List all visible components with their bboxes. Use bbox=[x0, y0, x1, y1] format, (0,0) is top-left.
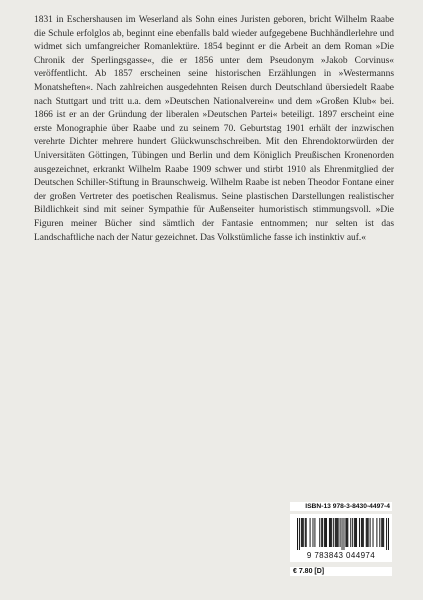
barcode-bar bbox=[368, 518, 369, 547]
barcode-bar bbox=[361, 518, 362, 547]
barcode-bar bbox=[346, 518, 347, 547]
barcode-bar bbox=[324, 518, 325, 547]
price-label: € 7.80 [D] bbox=[290, 567, 392, 576]
barcode-bar bbox=[314, 518, 315, 547]
barcode-bar bbox=[303, 518, 304, 547]
barcode-bar bbox=[347, 518, 348, 547]
barcode-bar bbox=[336, 518, 337, 547]
barcode-bar bbox=[355, 518, 356, 547]
barcode-bar bbox=[321, 518, 322, 547]
barcode-bar bbox=[379, 518, 380, 547]
barcode-digits: 9 783843 044974 bbox=[306, 551, 376, 560]
barcode-bar bbox=[329, 518, 330, 547]
barcode-bar bbox=[299, 518, 300, 550]
barcode-bar bbox=[340, 518, 341, 547]
barcode-bar bbox=[326, 518, 327, 547]
barcode-bar bbox=[388, 518, 389, 550]
barcode-bar bbox=[354, 518, 355, 547]
barcode-bar bbox=[297, 518, 298, 550]
barcode-bar bbox=[386, 518, 387, 550]
barcode-bar bbox=[363, 518, 364, 547]
barcode-bar bbox=[319, 518, 320, 547]
barcode-bar bbox=[333, 518, 334, 547]
barcode-bar bbox=[383, 518, 384, 547]
barcode-bar bbox=[306, 518, 307, 547]
barcode-bar bbox=[305, 518, 306, 547]
barcode-bars bbox=[297, 518, 389, 550]
barcode-bar bbox=[362, 518, 363, 547]
barcode-bar bbox=[343, 518, 344, 550]
barcode-bar bbox=[310, 518, 311, 547]
barcode-bar bbox=[352, 518, 353, 547]
barcode-bar bbox=[335, 518, 336, 547]
barcode-bar bbox=[345, 518, 346, 547]
barcode-bar bbox=[382, 518, 383, 547]
barcode-bar bbox=[322, 518, 323, 547]
barcode-bar bbox=[302, 518, 303, 547]
barcode-bar bbox=[331, 518, 332, 547]
barcode-bar bbox=[370, 518, 371, 547]
barcode-bar bbox=[373, 518, 374, 547]
author-biography: 1831 in Eschershausen im Weserland als Sohn eines Juristen geboren, bricht Wilhelm Raabe die Schule erfolglos ab, beginnt eine ebenfalls bald wieder aufgegebene Buchhändlerlehre und widmet sich umfangreicher Romanlektüre. 1854 beginnt er die Arbeit an dem Roman »Die Chronik der Sperlingsgasse«, die er 1856 unter dem Pseudonym »Jakob Corvinus« veröffentlicht. Ab 1857 erscheinen seine historischen Erzählungen in »Westermanns Monatsheften«. Nach zahlreichen ausgedehnten Reisen durch Deutschland übersiedelt Raabe nach Stuttgart und tritt u.a. dem »Deutschen Nationalverein« und dem »Großen Klub« bei. 1866 ist er an der Gründung der liberalen »Deutschen Partei« beteiligt. 1897 erscheint eine erste Monographie über Raabe und zu seinem 70. Geburtstag 1901 erhält der inzwischen verehrte Dichter mehrere hundert Glückwunschschreiben. Mit den Ehrendoktorwürden der Universitäten Göttingen, Tübingen und Berlin und dem Königlich Preußischen Kronenorden ausgezeichnet, erkrankt Wilhelm Raabe 1909 schwer und stirbt 1910 als Ehrenmitglied der Deutschen Schiller-Stiftung in Braunschweig. Wilhelm Raabe ist neben Theodor Fontane einer der großen Vertreter des poetischen Realismus. Seine plastischen Darstellungen realistischer Bildlichkeit sind mit seiner Sympathie für Außenseiter humoristisch stimmungsvoll. »Die Figuren meiner Bücher sind sämtlich der Fantasie entnommen; nur selten ist das Landschaftliche nach der Natur gezeichnet. Das Volkstümliche fasse ich instinktiv auf.« bbox=[34, 15, 394, 243]
barcode-bar bbox=[356, 518, 357, 547]
barcode-bar bbox=[376, 518, 377, 547]
barcode-bar bbox=[367, 518, 368, 547]
barcode-bar bbox=[330, 518, 331, 547]
barcode-bar bbox=[338, 518, 339, 547]
barcode-bar bbox=[381, 518, 382, 547]
isbn-label: ISBN-13 978-3-8430-4497-4 bbox=[290, 502, 392, 511]
barcode-bar bbox=[350, 518, 351, 547]
barcode-bar bbox=[342, 518, 343, 550]
barcode-bar bbox=[337, 518, 338, 547]
barcode bbox=[290, 514, 392, 562]
barcode-bar bbox=[359, 518, 360, 547]
barcode-bar bbox=[366, 518, 367, 547]
barcode-bar bbox=[301, 518, 302, 547]
barcode-bar bbox=[325, 518, 326, 547]
barcode-bar bbox=[312, 518, 313, 547]
